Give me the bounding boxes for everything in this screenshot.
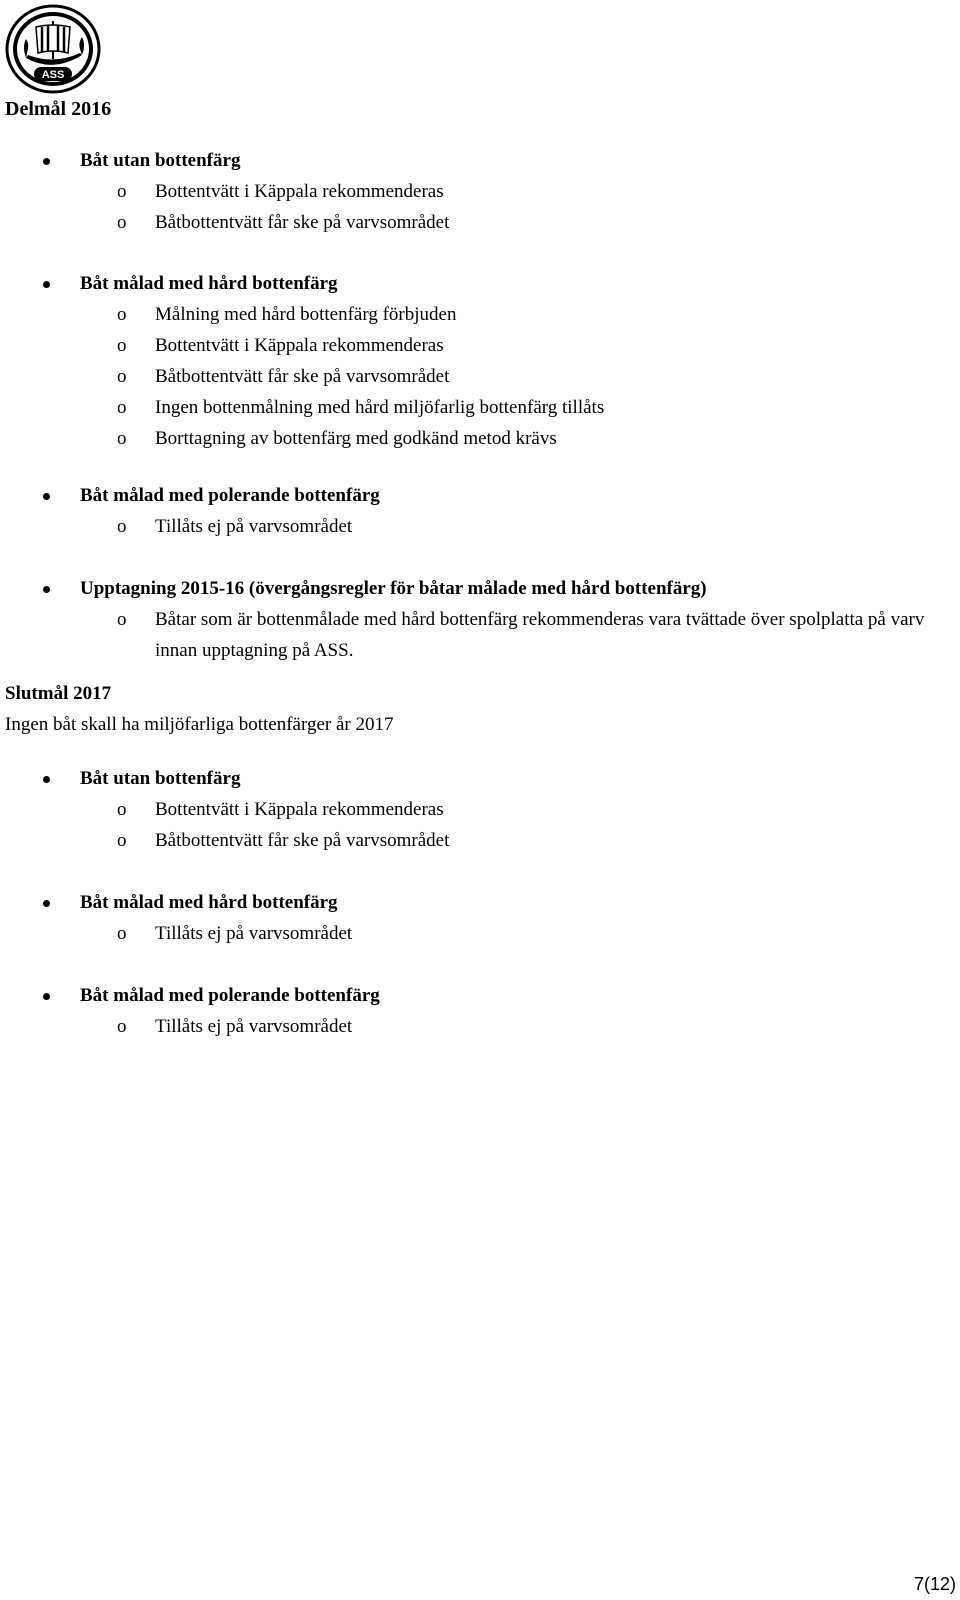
section-heading-delmal: Delmål 2016 [5, 98, 112, 120]
circle-bullet-icon: o [117, 516, 127, 537]
list-item [0, 1011, 955, 1042]
circle-bullet-icon: o [117, 428, 127, 449]
list-item [0, 423, 955, 454]
bullet-group [0, 573, 955, 666]
group-title [0, 145, 955, 176]
bullet-dot-icon [43, 900, 50, 907]
circle-bullet-icon: o [117, 923, 127, 944]
bullet-group [0, 480, 955, 542]
club-logo [4, 3, 102, 95]
group-title [0, 573, 955, 604]
group-title-text: Båt målad med hård bottenfärg [80, 892, 338, 913]
group-title-text: Båt utan bottenfärg [80, 768, 241, 789]
group-title-text: Båt målad med polerande bottenfärg [80, 485, 380, 506]
list-item [0, 207, 955, 238]
circle-bullet-icon: o [117, 1016, 127, 1037]
section-heading-slutmal: Slutmål 2017 [5, 683, 112, 704]
list-item [0, 825, 955, 856]
circle-bullet-icon: o [117, 335, 127, 356]
group-title [0, 887, 955, 918]
circle-bullet-icon: o [117, 181, 127, 202]
bullet-dot-icon [43, 493, 50, 500]
list-item [0, 794, 955, 825]
circle-bullet-icon: o [117, 304, 127, 325]
bullet-group [0, 145, 955, 238]
circle-bullet-icon: o [117, 609, 127, 630]
list-item-text: Tillåts ej på varvsområdet [155, 516, 353, 537]
list-item-text: Bottentvätt i Käppala rekommenderas [155, 181, 444, 202]
bullet-group [0, 887, 955, 949]
group-title-text: Båt utan bottenfärg [80, 150, 241, 171]
list-item-text: Bottentvätt i Käppala rekommenderas [155, 799, 444, 820]
list-item-text: Båtar som är bottenmålade med hård bottenfärg rekommenderas vara tvättade över spolplatta på varv innan upptagning på ASS. [155, 609, 925, 661]
group-title-text: Båt målad med polerande bottenfärg [80, 985, 380, 1006]
bullet-dot-icon [43, 993, 50, 1000]
list-item [0, 392, 955, 423]
page-number: 7(12) [913, 1574, 956, 1594]
bullet-dot-icon [43, 281, 50, 288]
group-title [0, 480, 955, 511]
list-item [0, 299, 955, 330]
group-title-text: Upptagning 2015-16 (övergångsregler för båtar målade med hård bottenfärg) [80, 578, 707, 599]
list-item [0, 176, 955, 207]
list-item [0, 361, 955, 392]
group-title [0, 763, 955, 794]
bullet-group [0, 763, 955, 856]
circle-bullet-icon: o [117, 366, 127, 387]
bullet-group [0, 268, 955, 454]
list-item [0, 604, 955, 666]
list-item-text: Borttagning av bottenfärg med godkänd metod krävs [155, 428, 557, 449]
circle-bullet-icon: o [117, 799, 127, 820]
list-item-text: Båtbottentvätt får ske på varvsområdet [155, 366, 450, 387]
list-item [0, 330, 955, 361]
list-item-text: Bottentvätt i Käppala rekommenderas [155, 335, 444, 356]
list-item-text: Båtbottentvätt får ske på varvsområdet [155, 212, 450, 233]
section-intro: Ingen båt skall ha miljöfarliga bottenfärger år 2017 [5, 714, 394, 735]
list-item [0, 918, 955, 949]
circle-bullet-icon: o [117, 212, 127, 233]
bullet-group [0, 980, 955, 1042]
list-item-text: Tillåts ej på varvsområdet [155, 1016, 353, 1037]
list-item-text: Tillåts ej på varvsområdet [155, 923, 353, 944]
list-item-text: Målning med hård bottenfärg förbjuden [155, 304, 457, 325]
bullet-dot-icon [43, 776, 50, 783]
circle-bullet-icon: o [117, 830, 127, 851]
list-item-text: Båtbottentvätt får ske på varvsområdet [155, 830, 450, 851]
bullet-dot-icon [43, 158, 50, 165]
circle-bullet-icon: o [117, 397, 127, 418]
group-title [0, 980, 955, 1011]
list-item [0, 511, 955, 542]
bullet-dot-icon [43, 586, 50, 593]
list-item-text: Ingen bottenmålning med hård miljöfarlig bottenfärg tillåts [155, 397, 605, 418]
group-title [0, 268, 955, 299]
group-title-text: Båt målad med hård bottenfärg [80, 273, 338, 294]
svg-text:ASS: ASS [41, 69, 65, 81]
